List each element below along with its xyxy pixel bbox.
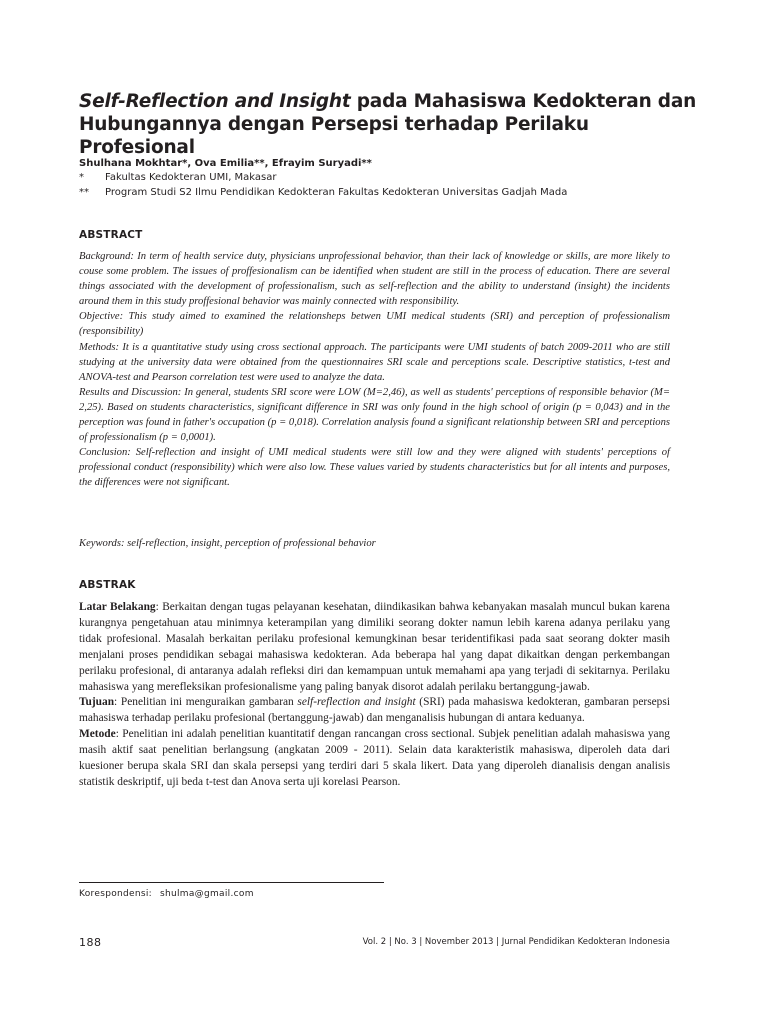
- affiliation-text: Fakultas Kedokteran UMI, Makasar: [105, 172, 277, 183]
- latar-belakang-label: Latar Belakang: [79, 601, 156, 613]
- abstrak-tujuan: [79, 695, 670, 727]
- abstrak-latar-belakang: [79, 600, 670, 695]
- tujuan-italic: self-reflection and insight: [297, 696, 416, 709]
- journal-info: Vol. 2 | No. 3 | November 2013 | Jurnal Pendidikan Kedokteran Indonesia: [362, 937, 670, 947]
- author-list: Shulhana Mokhtar*, Ova Emilia**, Efrayim Suryadi**: [79, 158, 372, 169]
- abstract-objective: Objective: This study aimed to examined the relationsheps betwen UMI medical students (SRI) and perception of professionalism (responsibility): [79, 311, 670, 338]
- abstrak-metode: [79, 727, 670, 791]
- title-italic-part: Self-Reflection and Insight: [79, 91, 351, 112]
- keywords: Keywords: self-reflection, insight, perception of professional behavior: [79, 538, 376, 549]
- abstract-indonesian: [79, 600, 670, 791]
- affiliation-mark: **: [79, 187, 89, 198]
- abstrak-heading: ABSTRAK: [79, 579, 136, 591]
- tujuan-label: Tujuan: [79, 696, 115, 709]
- abstract-methods: Methods: It is a quantitative study using cross sectional approach. The participants were UMI students of batch 2009-2011 who are still studying at the university data were obtained from the questionnaires SRI scale and perceptions scale. Descriptive statistics, t-test and ANOVA-test and Pearson correlation test were used to analyze the data.: [79, 341, 670, 383]
- affiliation-text: Program Studi S2 Ilmu Pendidikan Kedokteran Fakultas Kedokteran Universitas Gadjah Mada: [105, 187, 568, 198]
- tujuan-text-b: (SRI) pada mahasiswa kedokteran, gambaran persepsi mahasiswa terhadap perilaku profesional (bertanggung-jawab) dan menganalisis hubungan di antara keduanya.: [79, 696, 670, 725]
- affiliation-2: [79, 186, 567, 199]
- correspondence-label: Korespondensi:: [79, 889, 152, 899]
- article-title: [79, 90, 699, 159]
- abstract-results: Results and Discussion: In general, students SRI score were LOW (M=2,46), as well as students' perceptions of responsible behavior (M= 2,25). Based on students characteristics, significant difference in SRI was only found in the high school of origin (p = 0,043) and in the perception was found in father's occupation (p = 0,018). Correlation analysis found a significant relationship between SRI and perceptions of professionalism (p = 0,0001).: [79, 386, 670, 444]
- correspondence-footnote: [79, 889, 254, 899]
- title-line2: Hubungannya dengan Persepsi terhadap Perilaku Profesional: [79, 114, 589, 158]
- page-number: 188: [79, 936, 102, 949]
- metode-text: : Penelitian ini adalah penelitian kuantitatif dengan rancangan cross sectional. Subjek penelitian adalah mahasiswa yang masih aktif saat penelitian berlangsung (angkatan 2009 - 2011). Selain data karakteristik mahasiswa, diperoleh data dari kuesioner berupa skala SRI dan skala persepsi yang terdiri dari 5 skala likert. Data yang diperoleh dianalisis dengan analisis statistik deskriptif, uji beda t-test dan Anova serta uji korelasi Pearson.: [79, 728, 670, 788]
- tujuan-text-a: : Penelitian ini menguraikan gambaran: [114, 696, 298, 709]
- affiliation-1: [79, 171, 277, 184]
- affiliation-mark: *: [79, 172, 84, 183]
- correspondence-email[interactable]: shulma@gmail.com: [160, 889, 254, 899]
- latar-belakang-text: : Berkaitan dengan tugas pelayanan kesehatan, diindikasikan bahwa kebanyakan masalah muncul bukan karena kurangnya pengetahuan atau minimnya keterampilan yang dimiliki seorang dokter namun lebih karena adanya perilaku yang tidak profesional. Masalah berkaitan perilaku profesional kemungkinan besar teridentifikasi pada saat seorang dokter masih menjalani proses pendidikan sebagai mahasiswa kedokteran. Ada beberapa hal yang dapat dikaitkan dengan perkembangan perilaku profesional, di antaranya adalah refleksi diri dan kemampuan untuk memahami apa yang terjadi di sekitarnya. Perilaku mahasiswa yang merefleksikan profesionalisme yang paling banyak disorot adalah perilaku bertanggung-jawab.: [79, 601, 670, 693]
- metode-label: Metode: [79, 728, 116, 741]
- abstract-background: Background: In term of health service duty, physicians unprofessional behavior, than their lack of knowledge or skills, are more likely to couse some problem. The issues of proffesionalism can be identified when student are still in the process of education. There are several things associated with the development of professionalism, such as self-reflection and the ability to understand (insight) the incidents around them in this study proffesional behavior was mainly connected with responsibility.: [79, 251, 670, 308]
- abstract-heading: ABSTRACT: [79, 229, 143, 241]
- abstract-english: [79, 249, 670, 491]
- title-line1-rest: pada Mahasiswa Kedokteran dan: [350, 91, 697, 112]
- footnote-divider: [79, 882, 384, 883]
- abstract-conclusion: Conclusion: Self-reflection and insight of UMI medical students were still low and they were aligned with students' perceptions of professional conduct (responsibility) which were also low. These values varied by students characteristics but for all intents and purposes, the differences were not significant.: [79, 447, 670, 489]
